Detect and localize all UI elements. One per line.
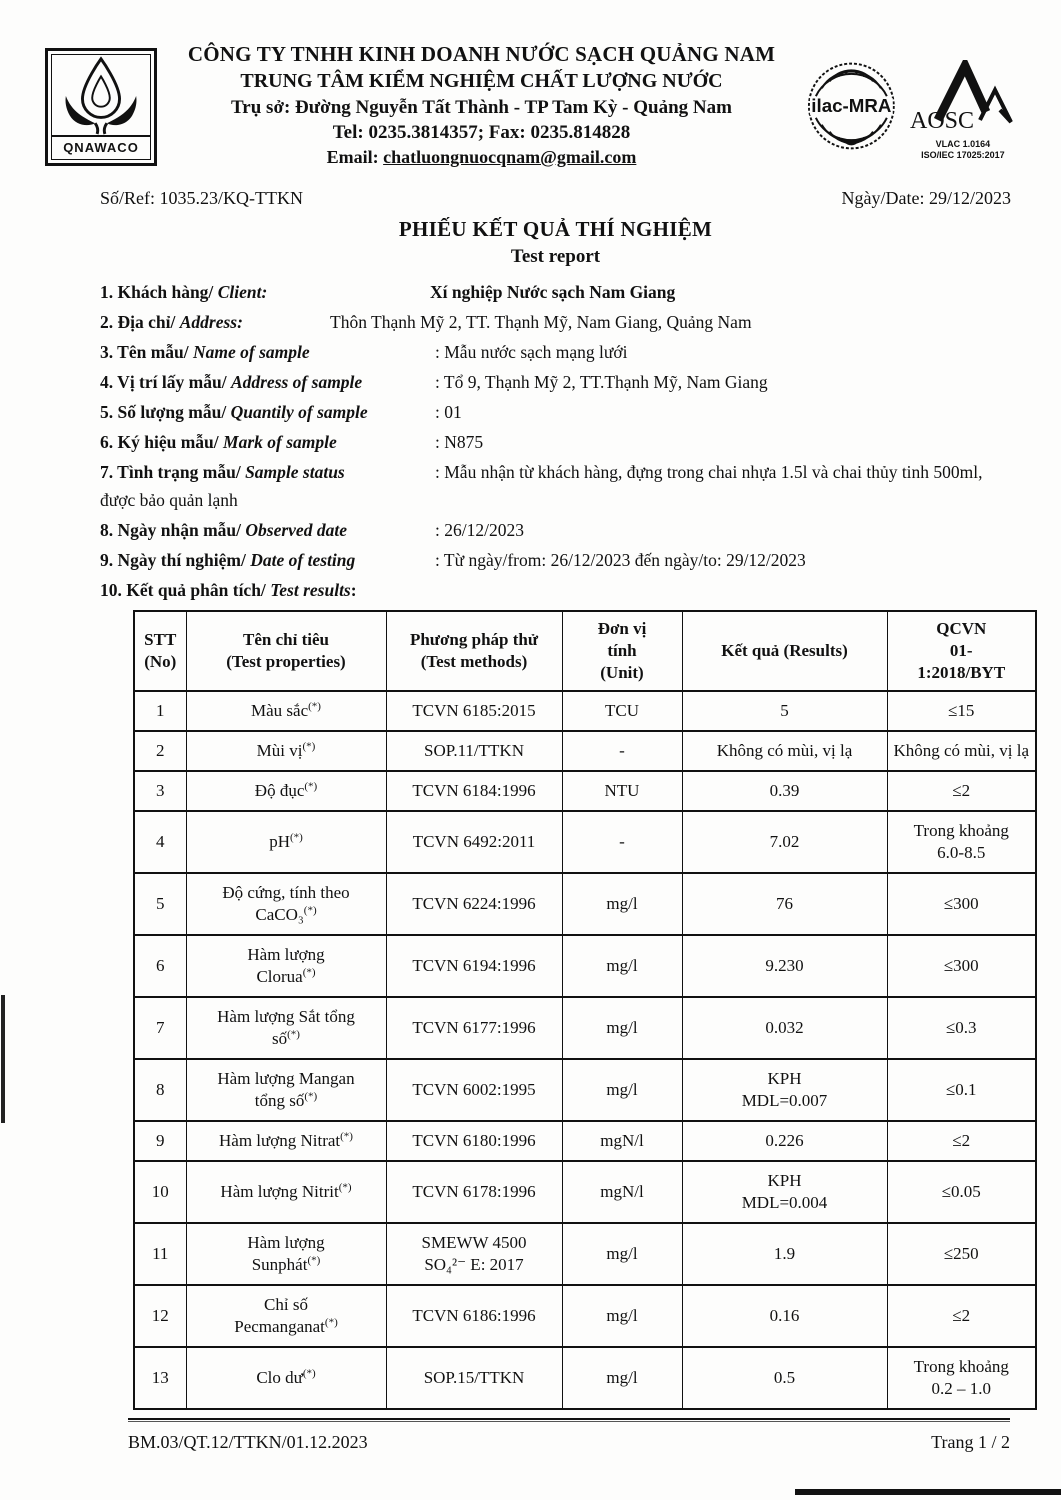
table-cell: TCVN 6185:2015 — [386, 691, 562, 731]
table-row — [134, 1161, 1036, 1223]
info-row-status: 7. Tình trạng mẫu/ Sample status : Mẫu nhận từ khách hàng, đựng trong chai nhựa 1.5l và chai thủy tinh 500ml, được bảo quản lạnh — [100, 462, 983, 510]
table-cell: Mùi vị(*) — [186, 731, 386, 771]
table-cell: Clo dư(*) — [186, 1347, 386, 1409]
table-cell: - — [562, 731, 682, 771]
info-row-observed-date: 8. Ngày nhận mẫu/ Observed date : 26/12/2023 — [100, 520, 524, 540]
table-cell: Màu sắc(*) — [186, 691, 386, 731]
table-cell: TCVN 6178:1996 — [386, 1161, 562, 1223]
info-row-mark: 6. Ký hiệu mẫu/ Mark of sample : N875 — [100, 432, 484, 452]
info-row-address: 2. Địa chỉ/ Address: Thôn Thạnh Mỹ 2, TT. Thạnh Mỹ, Nam Giang, Quảng Nam — [100, 312, 752, 332]
status-value: : Mẫu nhận từ khách hàng, đựng trong chai nhựa 1.5l và chai thủy tinh 500ml, được bảo quản lạnh — [100, 462, 983, 510]
table-cell: mgN/l — [562, 1161, 682, 1223]
scan-artifact-left — [1, 995, 5, 1123]
table-cell: 8 — [134, 1059, 186, 1121]
table-cell: 76 — [682, 873, 887, 935]
table-cell: TCVN 6002:1995 — [386, 1059, 562, 1121]
table-cell: Độ đục(*) — [186, 771, 386, 811]
table-row — [134, 873, 1036, 935]
aosc-logo — [905, 60, 1021, 162]
table-cell: 4 — [134, 811, 186, 873]
table-cell: 5 — [682, 691, 887, 731]
table-cell: TCU — [562, 691, 682, 731]
table-cell: Hàm lượng Mangan tổng số(*) — [186, 1059, 386, 1121]
info-row-client: 1. Khách hàng/ Client: Xí nghiệp Nước sạch Nam Giang — [100, 282, 676, 302]
aosc-logo-icon — [908, 60, 1018, 134]
table-cell: 0.5 — [682, 1347, 887, 1409]
footer — [128, 1432, 1010, 1453]
table-row — [134, 691, 1036, 731]
center-name: TRUNG TÂM KIỂM NGHIỆM CHẤT LƯỢNG NƯỚC — [240, 70, 723, 92]
table-cell: TCVN 6177:1996 — [386, 997, 562, 1059]
doc-title: PHIẾU KẾT QUẢ THÍ NGHIỆM — [398, 217, 713, 241]
table-cell: mg/l — [562, 1347, 682, 1409]
table-cell: ≤300 — [887, 935, 1036, 997]
mark-value: : N875 — [435, 432, 484, 452]
table-cell: mg/l — [562, 873, 682, 935]
table-row — [134, 1121, 1036, 1161]
table-cell: Độ cứng, tính theo CaCO₃(*) — [186, 873, 386, 935]
table-cell: ≤300 — [887, 873, 1036, 935]
table-cell: Hàm lượng Clorua(*) — [186, 935, 386, 997]
form-code: BM.03/QT.12/TTKN/01.12.2023 — [128, 1432, 368, 1452]
table-cell: mg/l — [562, 1285, 682, 1347]
address-value: Thôn Thạnh Mỹ 2, TT. Thạnh Mỹ, Nam Giang, Quảng Nam — [330, 312, 752, 332]
table-cell: mgN/l — [562, 1121, 682, 1161]
results-table — [133, 610, 1037, 1410]
table-row — [134, 1223, 1036, 1285]
table-cell: 0.032 — [682, 997, 887, 1059]
aosc-iso: ISO/IEC 17025:2017 — [921, 150, 1005, 161]
table-cell: KPH MDL=0.004 — [682, 1161, 887, 1223]
accreditation-logos — [806, 42, 1021, 168]
column-header: Phương pháp thử (Test methods) — [386, 611, 562, 691]
doc-date: Ngày/Date: 29/12/2023 — [841, 188, 1011, 208]
table-cell: TCVN 6492:2011 — [386, 811, 562, 873]
table-cell: 13 — [134, 1347, 186, 1409]
client-value: Xí nghiệp Nước sạch Nam Giang — [430, 282, 676, 302]
table-cell: Hàm lượng Nitrat(*) — [186, 1121, 386, 1161]
table-row — [134, 997, 1036, 1059]
table-row — [134, 1285, 1036, 1347]
table-cell: 7 — [134, 997, 186, 1059]
table-cell: ≤15 — [887, 691, 1036, 731]
info-row-sample-name: 3. Tên mẫu/ Name of sample : Mẫu nước sạch mạng lưới — [100, 342, 628, 362]
table-cell: Hàm lượng Sunphát(*) — [186, 1223, 386, 1285]
table-row — [134, 811, 1036, 873]
table-cell: mg/l — [562, 935, 682, 997]
table-cell: 12 — [134, 1285, 186, 1347]
table-cell: 0.39 — [682, 771, 887, 811]
observed-date-value: : 26/12/2023 — [435, 520, 524, 540]
table-cell: 2 — [134, 731, 186, 771]
table-cell: TCVN 6186:1996 — [386, 1285, 562, 1347]
table-cell: TCVN 6180:1996 — [386, 1121, 562, 1161]
qnawaco-logo — [45, 48, 157, 166]
column-header: QCVN 01- 1:2018/BYT — [887, 611, 1036, 691]
table-cell: ≤0.1 — [887, 1059, 1036, 1121]
column-header: STT (No) — [134, 611, 186, 691]
table-row — [134, 771, 1036, 811]
table-cell: Hàm lượng Nitrit(*) — [186, 1161, 386, 1223]
company-name: CÔNG TY TNHH KINH DOANH NƯỚC SẠCH QUẢNG NAM — [187, 42, 776, 66]
page-number: Trang 1 / 2 — [931, 1432, 1010, 1452]
column-header: Đơn vị tính (Unit) — [562, 611, 682, 691]
table-cell: pH(*) — [186, 811, 386, 873]
table-cell: 3 — [134, 771, 186, 811]
table-cell: 9 — [134, 1121, 186, 1161]
scan-artifact-bottom — [795, 1489, 1061, 1495]
table-cell: SOP.11/TTKN — [386, 731, 562, 771]
letterhead — [0, 0, 1061, 168]
tel-fax: Tel: 0235.3814357; Fax: 0235.814828 — [332, 122, 631, 143]
column-header: Kết quả (Results) — [682, 611, 887, 691]
table-cell: ≤0.05 — [887, 1161, 1036, 1223]
sample-name-value: : Mẫu nước sạch mạng lưới — [435, 342, 628, 362]
table-cell: ≤2 — [887, 1121, 1036, 1161]
sample-address-value: : Tổ 9, Thạnh Mỹ 2, TT.Thạnh Mỹ, Nam Giang — [435, 372, 768, 392]
table-cell: Trong khoảng 6.0-8.5 — [887, 811, 1036, 873]
letterhead-text — [157, 42, 806, 168]
table-cell: - — [562, 811, 682, 873]
table-cell: 7.02 — [682, 811, 887, 873]
qnawaco-logo-text: QNAWACO — [52, 135, 150, 159]
sample-info — [100, 278, 1011, 604]
quantity-value: : 01 — [435, 402, 462, 422]
aosc-label: AOSC — [909, 108, 974, 134]
table-cell: 1 — [134, 691, 186, 731]
table-cell: Trong khoảng 0.2 – 1.0 — [887, 1347, 1036, 1409]
table-cell: ≤0.3 — [887, 997, 1036, 1059]
table-cell: SOP.15/TTKN — [386, 1347, 562, 1409]
table-cell: 1.9 — [682, 1223, 887, 1285]
table-cell: 9.230 — [682, 935, 887, 997]
table-row — [134, 731, 1036, 771]
table-cell: 6 — [134, 935, 186, 997]
table-cell: 5 — [134, 873, 186, 935]
table-cell: Không có mùi, vị lạ — [682, 731, 887, 771]
testing-date-value: : Từ ngày/from: 26/12/2023 đến ngày/to: 29/12/2023 — [435, 550, 806, 570]
table-cell: 11 — [134, 1223, 186, 1285]
table-cell: SMEWW 4500 SO₄²⁻ E: 2017 — [386, 1223, 562, 1285]
ilac-mra-label: ilac-MRA — [811, 94, 892, 116]
doc-ref: Số/Ref: 1035.23/KQ-TTKN — [100, 188, 303, 208]
head-office-address: Trụ sở: Đường Nguyễn Tất Thành - TP Tam Kỳ - Quảng Nam — [231, 97, 732, 118]
table-cell: 10 — [134, 1161, 186, 1223]
table-row — [134, 935, 1036, 997]
email-line — [163, 147, 800, 168]
aosc-vlac: VLAC 1.0164 — [935, 139, 991, 149]
table-header-row — [134, 611, 1036, 691]
table-row — [134, 1347, 1036, 1409]
table-row — [134, 1059, 1036, 1121]
info-row-results-heading: 10. Kết quả phân tích/ Test results: — [100, 580, 357, 600]
table-cell: NTU — [562, 771, 682, 811]
meta-row — [100, 188, 1011, 209]
doc-subtitle: Test report — [510, 246, 601, 267]
column-header: Tên chỉ tiêu (Test properties) — [186, 611, 386, 691]
table-cell: ≤250 — [887, 1223, 1036, 1285]
table-cell: mg/l — [562, 997, 682, 1059]
table-cell: mg/l — [562, 1223, 682, 1285]
table-cell: KPH MDL=0.007 — [682, 1059, 887, 1121]
email-label: Email: — [326, 147, 384, 167]
ilac-mra-logo-icon — [806, 60, 897, 152]
info-row-sample-address: 4. Vị trí lấy mẫu/ Address of sample : Tổ 9, Thạnh Mỹ 2, TT.Thạnh Mỹ, Nam Giang — [100, 372, 768, 392]
footer-rule — [128, 1418, 1010, 1422]
table-cell: ≤2 — [887, 771, 1036, 811]
table-cell: 0.16 — [682, 1285, 887, 1347]
table-cell: TCVN 6194:1996 — [386, 935, 562, 997]
info-row-quantity: 5. Số lượng mẫu/ Quantily of sample : 01 — [100, 402, 462, 422]
table-cell: 0.226 — [682, 1121, 887, 1161]
table-cell: Hàm lượng Sắt tổng số(*) — [186, 997, 386, 1059]
info-row-testing-date: 9. Ngày thí nghiệm/ Date of testing : Từ ngày/from: 26/12/2023 đến ngày/to: 29/12/2023 — [100, 550, 806, 570]
table-cell: TCVN 6184:1996 — [386, 771, 562, 811]
table-cell: Không có mùi, vị lạ — [887, 731, 1036, 771]
water-drop-icon — [52, 55, 150, 135]
email-link[interactable]: chatluongnuocqnam@gmail.com — [383, 147, 637, 167]
table-cell: TCVN 6224:1996 — [386, 873, 562, 935]
table-cell: ≤2 — [887, 1285, 1036, 1347]
table-cell: mg/l — [562, 1059, 682, 1121]
table-cell: Chỉ số Pecmanganat(*) — [186, 1285, 386, 1347]
